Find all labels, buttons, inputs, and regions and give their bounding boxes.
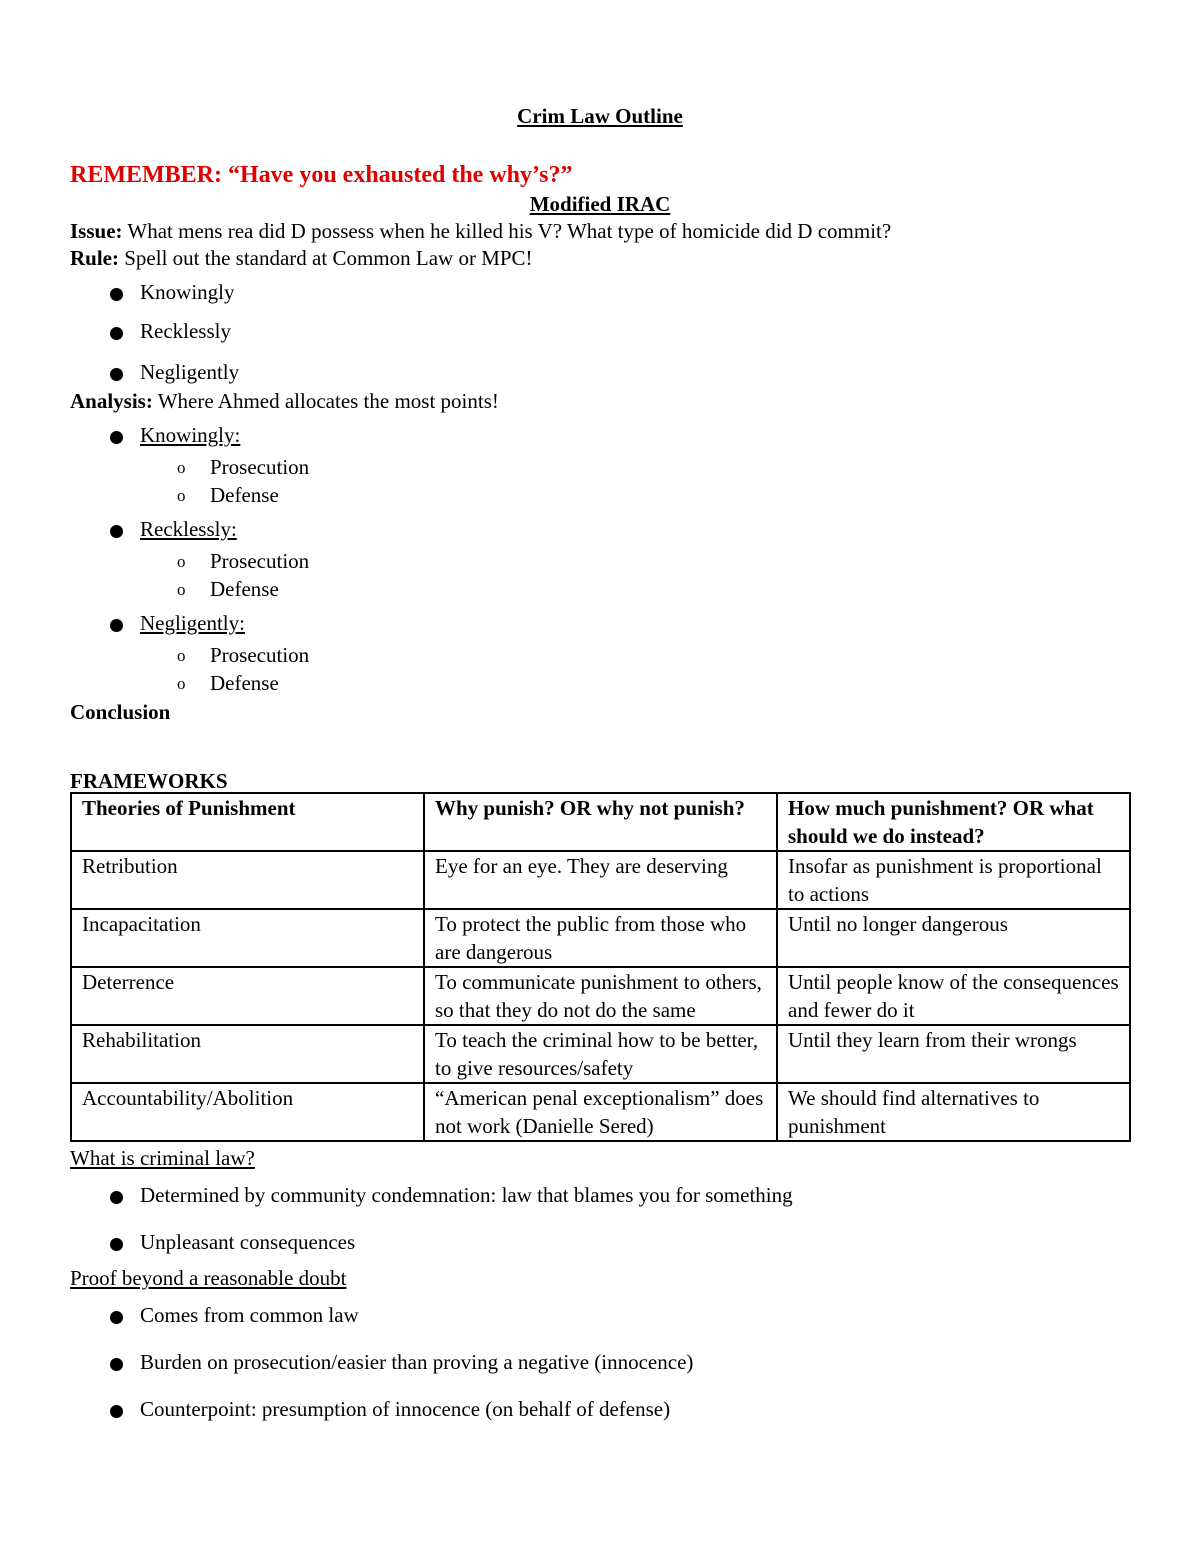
sub-item: o Prosecution bbox=[70, 641, 1130, 669]
table-cell: To protect the public from those who are dangerous bbox=[424, 909, 777, 967]
table-header-row bbox=[71, 793, 1130, 851]
bullet-icon bbox=[110, 525, 123, 538]
bullet-icon bbox=[110, 619, 123, 632]
sub-list bbox=[70, 641, 1130, 697]
sub-item: o Prosecution bbox=[70, 453, 1130, 481]
document-page bbox=[70, 100, 1130, 1423]
table-cell: Eye for an eye. They are deserving bbox=[424, 851, 777, 909]
list-item: Knowingly bbox=[70, 279, 1130, 306]
sub-item: o Defense bbox=[70, 669, 1130, 697]
irac-heading: Modified IRAC bbox=[529, 192, 671, 216]
issue-line bbox=[70, 218, 1130, 245]
table-row bbox=[71, 909, 1130, 967]
list-item: Negligently bbox=[70, 359, 1130, 386]
table-header-cell: Theories of Punishment bbox=[71, 793, 424, 851]
table-cell: Accountability/Abolition bbox=[71, 1083, 424, 1141]
table-cell: Until no longer dangerous bbox=[777, 909, 1130, 967]
bullet-icon bbox=[110, 431, 123, 444]
rule-label: Rule: bbox=[70, 246, 119, 270]
sub-item: o Prosecution bbox=[70, 547, 1130, 575]
circle-bullet-icon: o bbox=[177, 646, 186, 665]
rule-list bbox=[70, 279, 1130, 386]
table-header-cell: How much punishment? OR what should we do instead? bbox=[777, 793, 1130, 851]
frameworks-heading: FRAMEWORKS bbox=[70, 769, 228, 793]
table-row bbox=[71, 1025, 1130, 1083]
table-cell: “American penal exceptionalism” does not work (Danielle Sered) bbox=[424, 1083, 777, 1141]
table-row bbox=[71, 967, 1130, 1025]
list-item: Negligently: bbox=[70, 610, 1130, 637]
list-item: Recklessly bbox=[70, 318, 1130, 345]
analysis-list bbox=[70, 516, 1130, 543]
table-cell: Until they learn from their wrongs bbox=[777, 1025, 1130, 1083]
analysis-list bbox=[70, 422, 1130, 449]
rule-text: Spell out the standard at Common Law or MPC! bbox=[124, 246, 533, 270]
rule-line bbox=[70, 245, 1130, 272]
criminal-law-heading: What is criminal law? bbox=[70, 1146, 255, 1170]
list-item: Comes from common law bbox=[70, 1302, 1130, 1329]
issue-text: What mens rea did D possess when he killed his V? What type of homicide did D commit? bbox=[127, 219, 892, 243]
list-item: Determined by community condemnation: law that blames you for something bbox=[70, 1182, 1130, 1209]
bullet-icon bbox=[110, 1405, 123, 1418]
circle-bullet-icon: o bbox=[177, 458, 186, 477]
bullet-icon bbox=[110, 368, 123, 381]
bullet-icon bbox=[110, 288, 123, 301]
proof-list bbox=[70, 1302, 1130, 1423]
remember-note: REMEMBER: “Have you exhausted the why’s?” bbox=[70, 162, 573, 188]
sub-item: o Defense bbox=[70, 481, 1130, 509]
table-cell: Incapacitation bbox=[71, 909, 424, 967]
bullet-icon bbox=[110, 1358, 123, 1371]
list-item: Knowingly: bbox=[70, 422, 1130, 449]
table-row bbox=[71, 851, 1130, 909]
analysis-label: Analysis: bbox=[70, 389, 153, 413]
table-cell: We should find alternatives to punishment bbox=[777, 1083, 1130, 1141]
table-header-cell: Why punish? OR why not punish? bbox=[424, 793, 777, 851]
conclusion-label: Conclusion bbox=[70, 700, 171, 724]
table-cell: To teach the criminal how to be better, to give resources/safety bbox=[424, 1025, 777, 1083]
analysis-list bbox=[70, 610, 1130, 637]
table-cell: Deterrence bbox=[71, 967, 424, 1025]
list-item: Unpleasant consequences bbox=[70, 1229, 1130, 1256]
frameworks-table bbox=[70, 792, 1131, 1142]
bullet-icon bbox=[110, 1191, 123, 1204]
circle-bullet-icon: o bbox=[177, 580, 186, 599]
circle-bullet-icon: o bbox=[177, 486, 186, 505]
table-cell: Insofar as punishment is proportional to actions bbox=[777, 851, 1130, 909]
table-cell: To communicate punishment to others, so that they do not do the same bbox=[424, 967, 777, 1025]
table-row bbox=[71, 1083, 1130, 1141]
list-item: Recklessly: bbox=[70, 516, 1130, 543]
analysis-line bbox=[70, 388, 1130, 415]
list-item: Counterpoint: presumption of innocence (on behalf of defense) bbox=[70, 1396, 1130, 1423]
table-cell: Rehabilitation bbox=[71, 1025, 424, 1083]
circle-bullet-icon: o bbox=[177, 674, 186, 693]
list-item: Burden on prosecution/easier than proving a negative (innocence) bbox=[70, 1349, 1130, 1376]
sub-list bbox=[70, 453, 1130, 509]
table-cell: Until people know of the consequences and fewer do it bbox=[777, 967, 1130, 1025]
criminal-law-list bbox=[70, 1182, 1130, 1256]
proof-heading: Proof beyond a reasonable doubt bbox=[70, 1266, 347, 1290]
bullet-icon bbox=[110, 1311, 123, 1324]
bullet-icon bbox=[110, 1238, 123, 1251]
issue-label: Issue: bbox=[70, 219, 123, 243]
page-title: Crim Law Outline bbox=[517, 104, 683, 128]
sub-list bbox=[70, 547, 1130, 603]
table-cell: Retribution bbox=[71, 851, 424, 909]
circle-bullet-icon: o bbox=[177, 552, 186, 571]
bullet-icon bbox=[110, 327, 123, 340]
analysis-text: Where Ahmed allocates the most points! bbox=[157, 389, 499, 413]
sub-item: o Defense bbox=[70, 575, 1130, 603]
